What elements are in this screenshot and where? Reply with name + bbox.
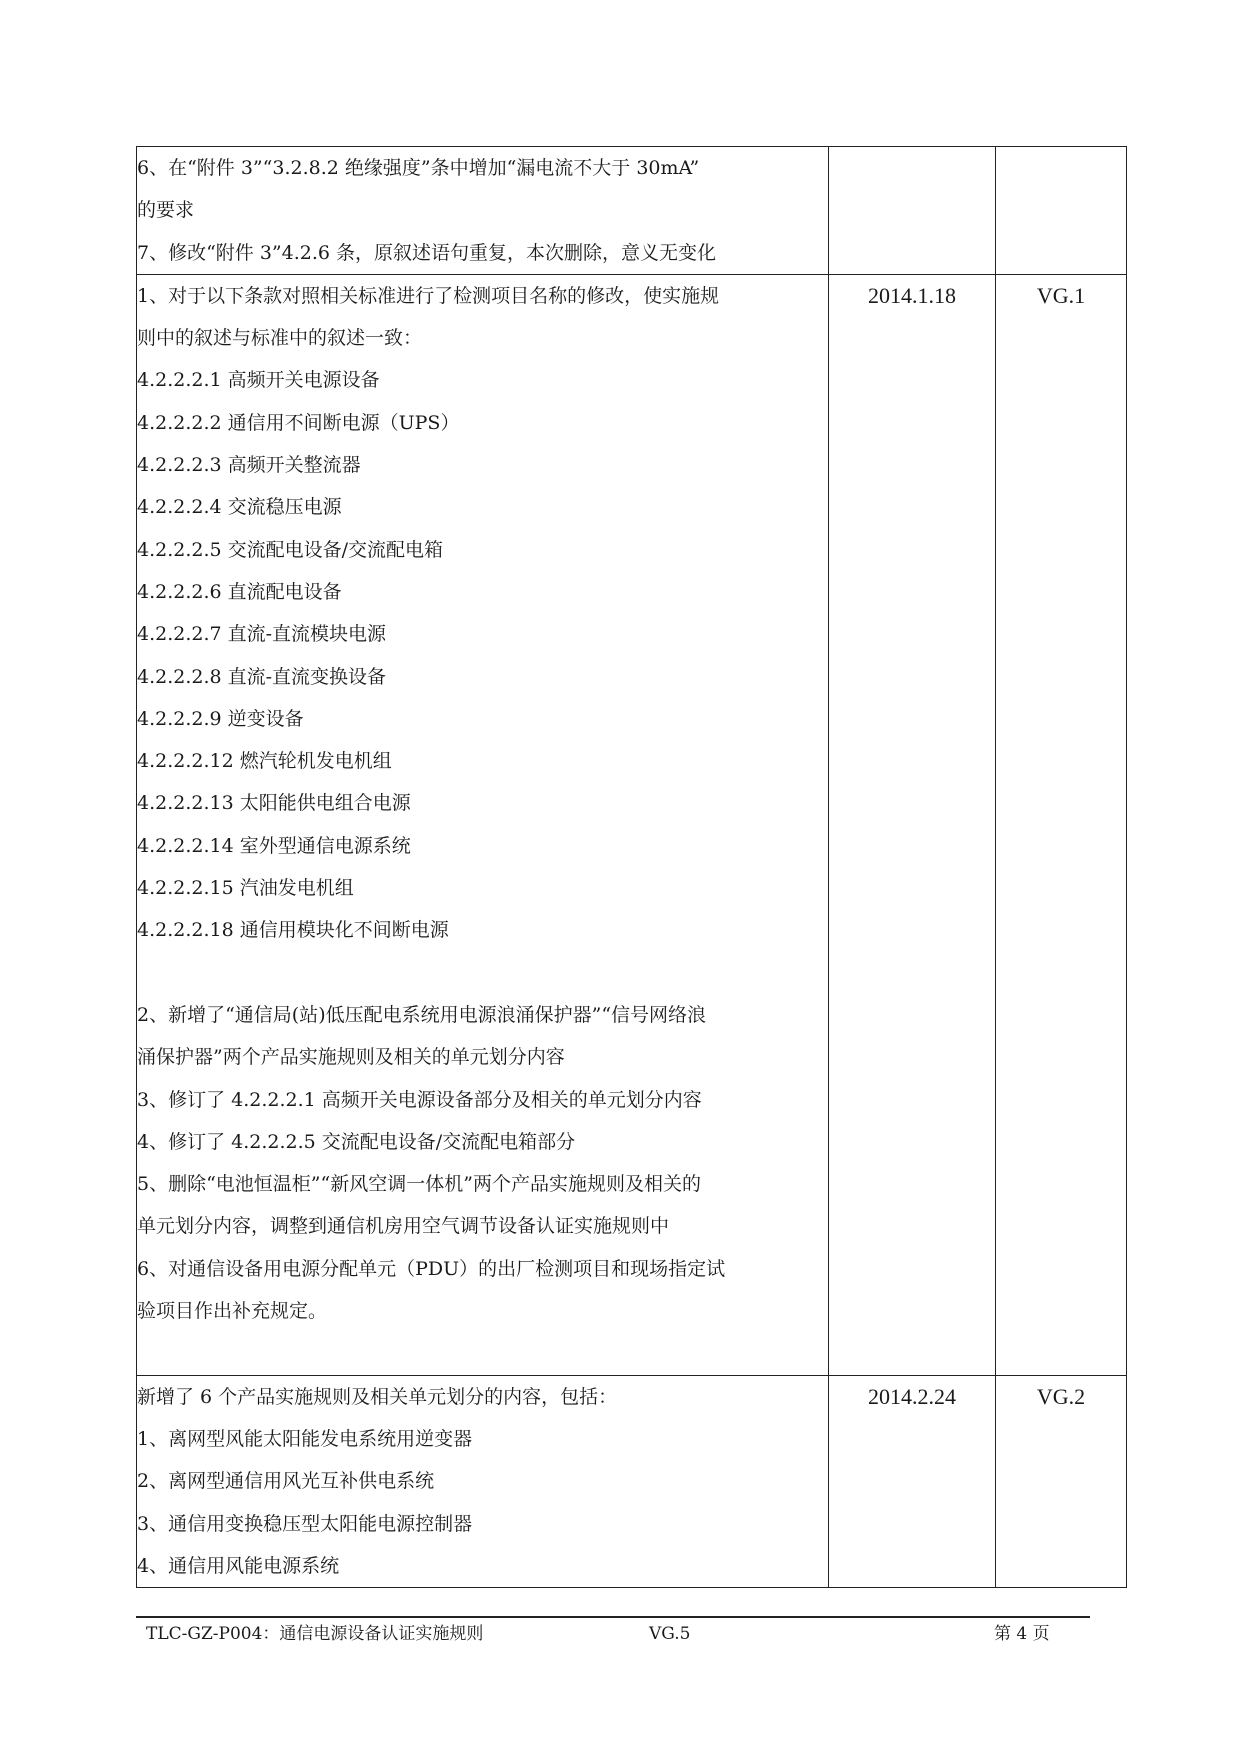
description-line: 3、修订了 4.2.2.2.1 高频开关电源设备部分及相关的单元划分内容	[137, 1088, 702, 1111]
description-line: 1、离网型风能太阳能发电系统用逆变器	[137, 1427, 473, 1450]
description-line	[137, 1332, 828, 1374]
description-line: 4.2.2.2.12 燃汽轮机发电机组	[137, 750, 392, 773]
footer-page-number: 第 4 页	[994, 1624, 1050, 1644]
description-line: 4.2.2.2.6 直流配电设备	[137, 580, 342, 603]
description-line: 4.2.2.2.8 直流-直流变换设备	[137, 665, 387, 688]
footer-version: VG.5	[649, 1624, 691, 1644]
description-line: 4.2.2.2.9 逆变设备	[137, 707, 304, 730]
description-line: 6、对通信设备用电源分配单元（PDU）的出厂检测项目和现场指定试	[137, 1257, 726, 1280]
revision-table-body	[137, 147, 1127, 1588]
description-line: 涌保护器”两个产品实施规则及相关的单元划分内容	[137, 1046, 565, 1069]
description-line: 单元划分内容，调整到通信机房用空气调节设备认证实施规则中	[137, 1215, 670, 1238]
description-line: 4.2.2.2.14 室外型通信电源系统	[137, 834, 411, 857]
description-line: 4、通信用风能电源系统	[137, 1554, 340, 1577]
description-line: 4.2.2.2.3 高频开关整流器	[137, 454, 361, 477]
revision-description-cell	[137, 1375, 829, 1587]
description-line: 5、删除“电池恒温柜”“新风空调一体机”两个产品实施规则及相关的	[137, 1173, 701, 1196]
revision-description-cell	[137, 147, 829, 275]
revision-version-cell: VG.1	[996, 274, 1127, 1375]
revision-row	[137, 147, 1127, 275]
description-line: 4.2.2.2.2 通信用不间断电源（UPS）	[137, 411, 460, 434]
revision-version-cell: VG.2	[996, 1375, 1127, 1587]
revision-version-cell	[996, 147, 1127, 275]
description-line: 4.2.2.2.13 太阳能供电组合电源	[137, 792, 411, 815]
description-line: 4.2.2.2.1 高频开关电源设备	[137, 369, 380, 392]
revision-date-cell: 2014.2.24	[829, 1375, 996, 1587]
revision-date-cell	[829, 147, 996, 275]
description-line: 4.2.2.2.4 交流稳压电源	[137, 496, 342, 519]
description-line: 1、对于以下条款对照相关标准进行了检测项目名称的修改，使实施规	[137, 284, 720, 307]
description-line: 的要求	[137, 199, 195, 222]
description-line: 2、离网型通信用风光互补供电系统	[137, 1470, 435, 1493]
description-line: 新增了 6 个产品实施规则及相关单元划分的内容，包括：	[137, 1385, 618, 1408]
description-line: 7、修改“附件 3”4.2.6 条，原叙述语句重复，本次删除，意义无变化	[137, 241, 717, 264]
description-line: 6、在“附件 3”“3.2.8.2 绝缘强度”条中增加“漏电流不大于 30mA”	[137, 157, 700, 179]
footer-rule	[136, 1616, 1090, 1618]
description-line: 4.2.2.2.18 通信用模块化不间断电源	[137, 919, 449, 942]
description-line: 4.2.2.2.15 汽油发电机组	[137, 877, 354, 900]
description-line: 验项目作出补充规定。	[137, 1300, 328, 1323]
description-line: 则中的叙述与标准中的叙述一致：	[137, 327, 423, 350]
footer-doc-id: TLC-GZ-P004：通信电源设备认证实施规则	[146, 1624, 484, 1644]
revision-table	[136, 146, 1127, 1588]
revision-description-cell	[137, 274, 829, 1375]
revision-row	[137, 1375, 1127, 1587]
description-line: 2、新增了“通信局(站)低压配电系统用电源浪涌保护器”“信号网络浪	[137, 1003, 707, 1026]
description-line: 3、通信用变换稳压型太阳能电源控制器	[137, 1512, 473, 1535]
description-line	[137, 952, 828, 994]
description-line: 4.2.2.2.5 交流配电设备/交流配电箱	[137, 538, 444, 561]
revision-row	[137, 274, 1127, 1375]
revision-date-cell: 2014.1.18	[829, 274, 996, 1375]
description-line: 4.2.2.2.7 直流-直流模块电源	[137, 623, 387, 646]
description-line: 4、修订了 4.2.2.2.5 交流配电设备/交流配电箱部分	[137, 1130, 576, 1153]
